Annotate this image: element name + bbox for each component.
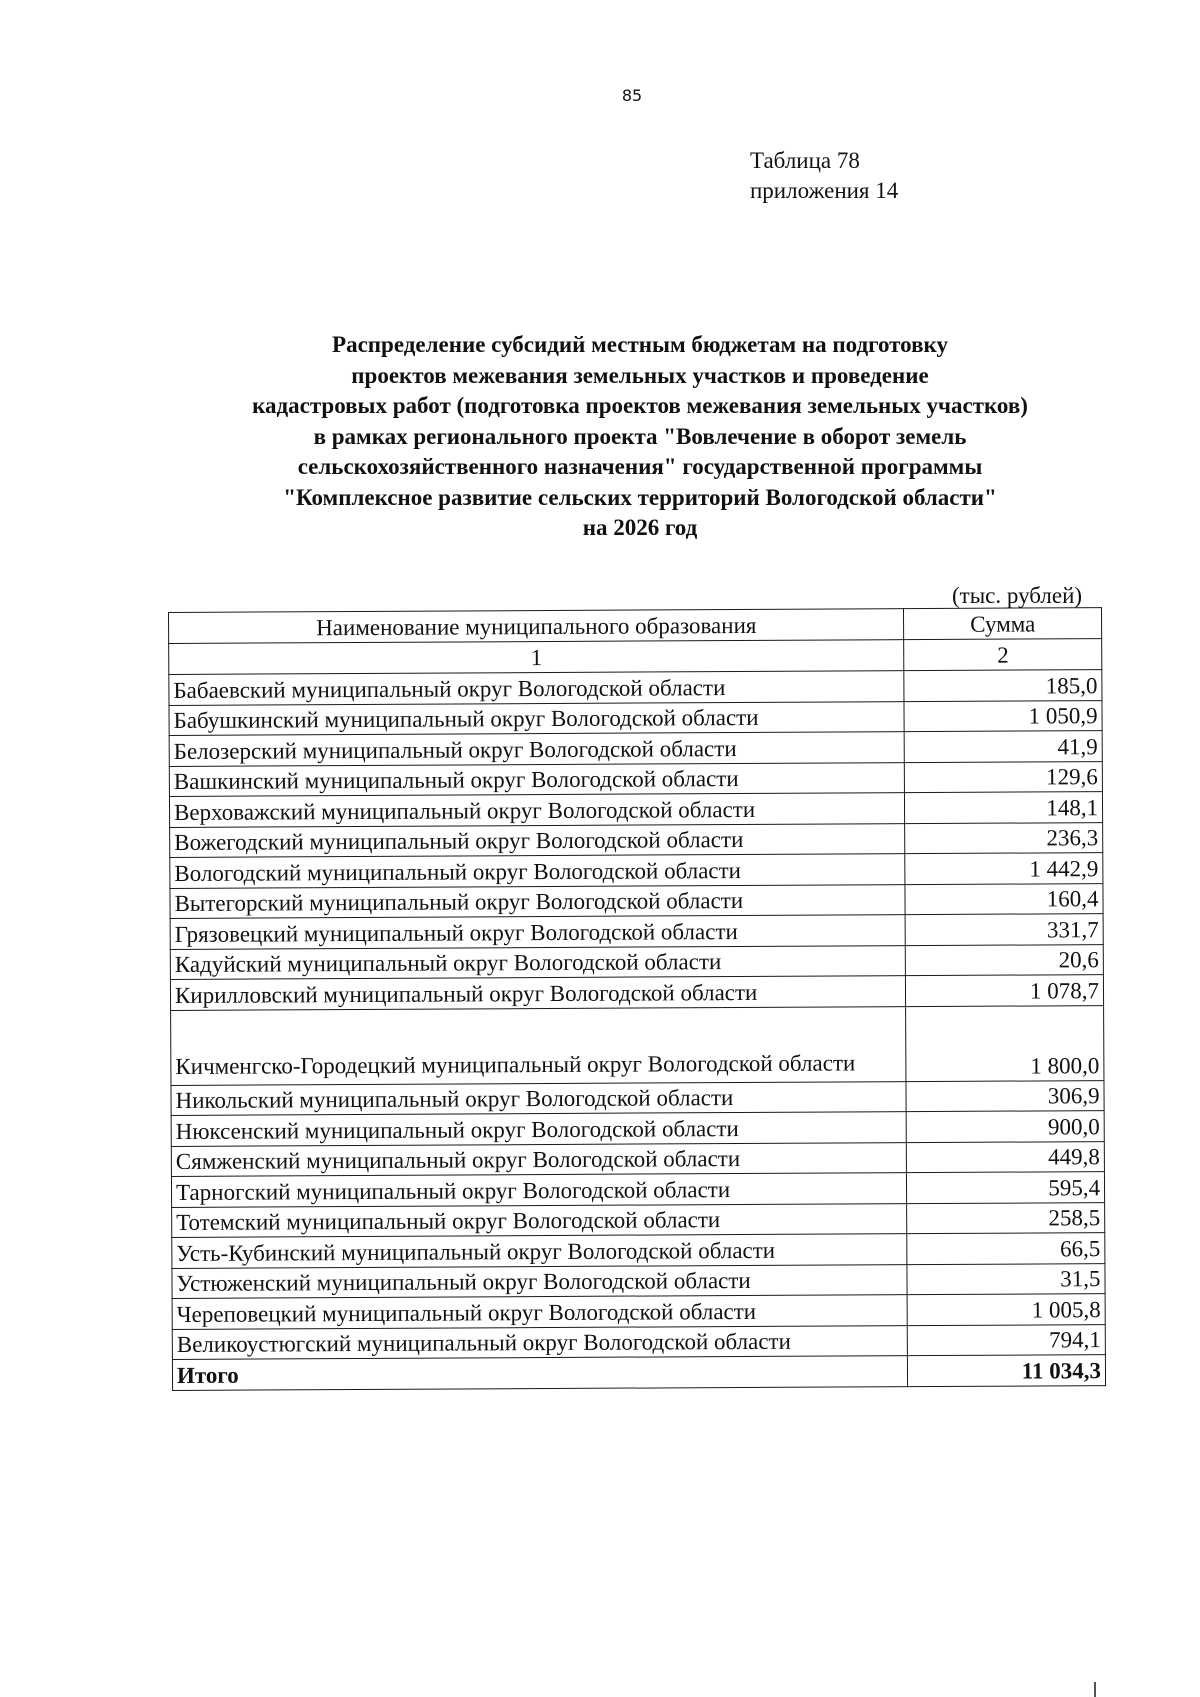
subsidy-amount: 236,3 bbox=[905, 822, 1103, 854]
table-number: Таблица 78 bbox=[750, 148, 860, 173]
total-row bbox=[172, 1355, 1105, 1390]
table-reference bbox=[750, 146, 898, 206]
subsidy-amount: 794,1 bbox=[908, 1324, 1106, 1356]
municipality-name: Тотемский муниципальный округ Вологодской области bbox=[172, 1203, 908, 1237]
units-label: (тыс. рублей) bbox=[952, 583, 1083, 608]
title-line: "Комплексное развитие сельских территорий Вологодской области" bbox=[283, 484, 997, 510]
municipality-name: Вологодский муниципальный округ Вологодской области bbox=[170, 854, 906, 888]
table-row bbox=[172, 1263, 1105, 1298]
municipality-name: Бабаевский муниципальный округ Вологодской области bbox=[169, 671, 905, 705]
header-name: Наименование муниципального образования bbox=[169, 609, 905, 644]
municipality-name: Верховажский муниципальный округ Вологодской области bbox=[169, 793, 905, 827]
municipality-name: Никольский муниципальный округ Вологодской области bbox=[171, 1081, 907, 1115]
subsidy-amount: 20,6 bbox=[906, 944, 1104, 976]
subsidy-amount: 160,4 bbox=[905, 883, 1103, 915]
header-sum: Сумма bbox=[904, 608, 1102, 640]
total-label: Итого bbox=[172, 1356, 908, 1390]
subsidy-amount: 185,0 bbox=[904, 670, 1102, 702]
title-line: Распределение субсидий местным бюджетам на подготовку bbox=[332, 332, 948, 357]
table-row bbox=[171, 1111, 1104, 1146]
appendix-number: приложения 14 bbox=[750, 178, 899, 203]
title-line: кадастровых работ (подготовка проектов межевания земельных участков) bbox=[252, 393, 1028, 418]
subsidy-amount: 306,9 bbox=[906, 1080, 1104, 1112]
municipality-name: Кадуйский муниципальный округ Вологодской области bbox=[170, 945, 906, 979]
table-body bbox=[169, 608, 1106, 1390]
table-row bbox=[172, 1324, 1105, 1359]
table-row bbox=[169, 670, 1102, 705]
table-row bbox=[172, 1294, 1105, 1329]
municipality-name: Череповецкий муниципальный округ Вологодской области bbox=[172, 1295, 908, 1329]
total-amount: 11 034,3 bbox=[908, 1355, 1106, 1387]
municipality-name: Тарногский муниципальный округ Вологодской области bbox=[171, 1173, 907, 1207]
municipality-name: Нюксенский муниципальный округ Вологодской области bbox=[171, 1112, 907, 1146]
scan-mark bbox=[1094, 1682, 1096, 1697]
municipality-name: Кичменгско-Городецкий муниципальный округ Вологодской области bbox=[171, 1006, 907, 1085]
table-row bbox=[171, 1141, 1104, 1176]
column-number-2: 2 bbox=[904, 639, 1102, 671]
subsidy-amount: 900,0 bbox=[907, 1111, 1105, 1143]
municipality-name: Вытегорский муниципальный округ Вологодской области bbox=[170, 884, 906, 918]
column-number-row bbox=[169, 639, 1102, 675]
table-row bbox=[170, 944, 1103, 979]
municipality-name: Усть-Кубинский муниципальный округ Вологодской области bbox=[172, 1234, 908, 1268]
title-line: проектов межевания земельных участков и проведение bbox=[351, 362, 929, 388]
subsidy-amount: 449,8 bbox=[907, 1141, 1105, 1173]
subsidy-amount: 1 005,8 bbox=[908, 1294, 1106, 1326]
title-line: на 2026 год bbox=[582, 515, 698, 540]
subsidy-amount: 31,5 bbox=[907, 1263, 1105, 1295]
subsidy-amount: 129,6 bbox=[905, 761, 1103, 793]
subsidy-amount: 1 442,9 bbox=[905, 853, 1103, 885]
title-line: сельскохозяйственного назначения" государственной программы bbox=[297, 454, 983, 479]
municipality-name: Белозерский муниципальный округ Вологодской области bbox=[169, 732, 905, 766]
municipality-name: Бабушкинский муниципальный округ Вологодской области bbox=[169, 701, 905, 735]
subsidy-amount: 1 800,0 bbox=[906, 1005, 1104, 1081]
municipality-name: Вашкинский муниципальный округ Вологодской области bbox=[169, 762, 905, 796]
table-row bbox=[171, 1005, 1104, 1085]
municipality-name: Вожегодский муниципальный округ Вологодской области bbox=[170, 823, 906, 857]
table-row bbox=[170, 822, 1103, 857]
subsidy-amount: 595,4 bbox=[907, 1172, 1105, 1204]
subsidy-amount: 66,5 bbox=[907, 1233, 1105, 1265]
page-number: 85 bbox=[621, 86, 643, 105]
table-row bbox=[169, 792, 1102, 827]
table-row bbox=[169, 761, 1102, 796]
column-number-1: 1 bbox=[169, 640, 905, 675]
subsidy-amount: 1 078,7 bbox=[906, 975, 1104, 1007]
table-row bbox=[170, 975, 1103, 1010]
subsidy-table bbox=[168, 607, 1106, 1390]
table-row bbox=[170, 883, 1103, 918]
subsidy-amount: 331,7 bbox=[906, 914, 1104, 946]
table-row bbox=[172, 1233, 1105, 1268]
municipality-name: Грязовецкий муниципальный округ Вологодской области bbox=[170, 915, 906, 949]
table-row bbox=[171, 1080, 1104, 1115]
table-row bbox=[172, 1202, 1105, 1237]
table-row bbox=[170, 853, 1103, 888]
subsidy-amount: 41,9 bbox=[905, 731, 1103, 763]
subsidy-amount: 1 050,9 bbox=[904, 700, 1102, 732]
municipality-name: Устюженский муниципальный округ Вологодской области bbox=[172, 1264, 908, 1298]
document-title bbox=[190, 330, 1090, 544]
subsidy-amount: 258,5 bbox=[907, 1202, 1105, 1234]
title-line: в рамках регионального проекта "Вовлечение в оборот земель bbox=[313, 423, 967, 449]
table-row bbox=[170, 914, 1103, 949]
table-row bbox=[171, 1172, 1104, 1207]
table-row bbox=[169, 700, 1102, 735]
header-row bbox=[169, 608, 1102, 644]
municipality-name: Великоустюгский муниципальный округ Вологодской области bbox=[172, 1325, 908, 1359]
municipality-name: Сямженский муниципальный округ Вологодской области bbox=[171, 1142, 907, 1176]
table-row bbox=[169, 731, 1102, 766]
municipality-name: Кирилловский муниципальный округ Вологодской области bbox=[170, 976, 906, 1010]
subsidy-amount: 148,1 bbox=[905, 792, 1103, 824]
